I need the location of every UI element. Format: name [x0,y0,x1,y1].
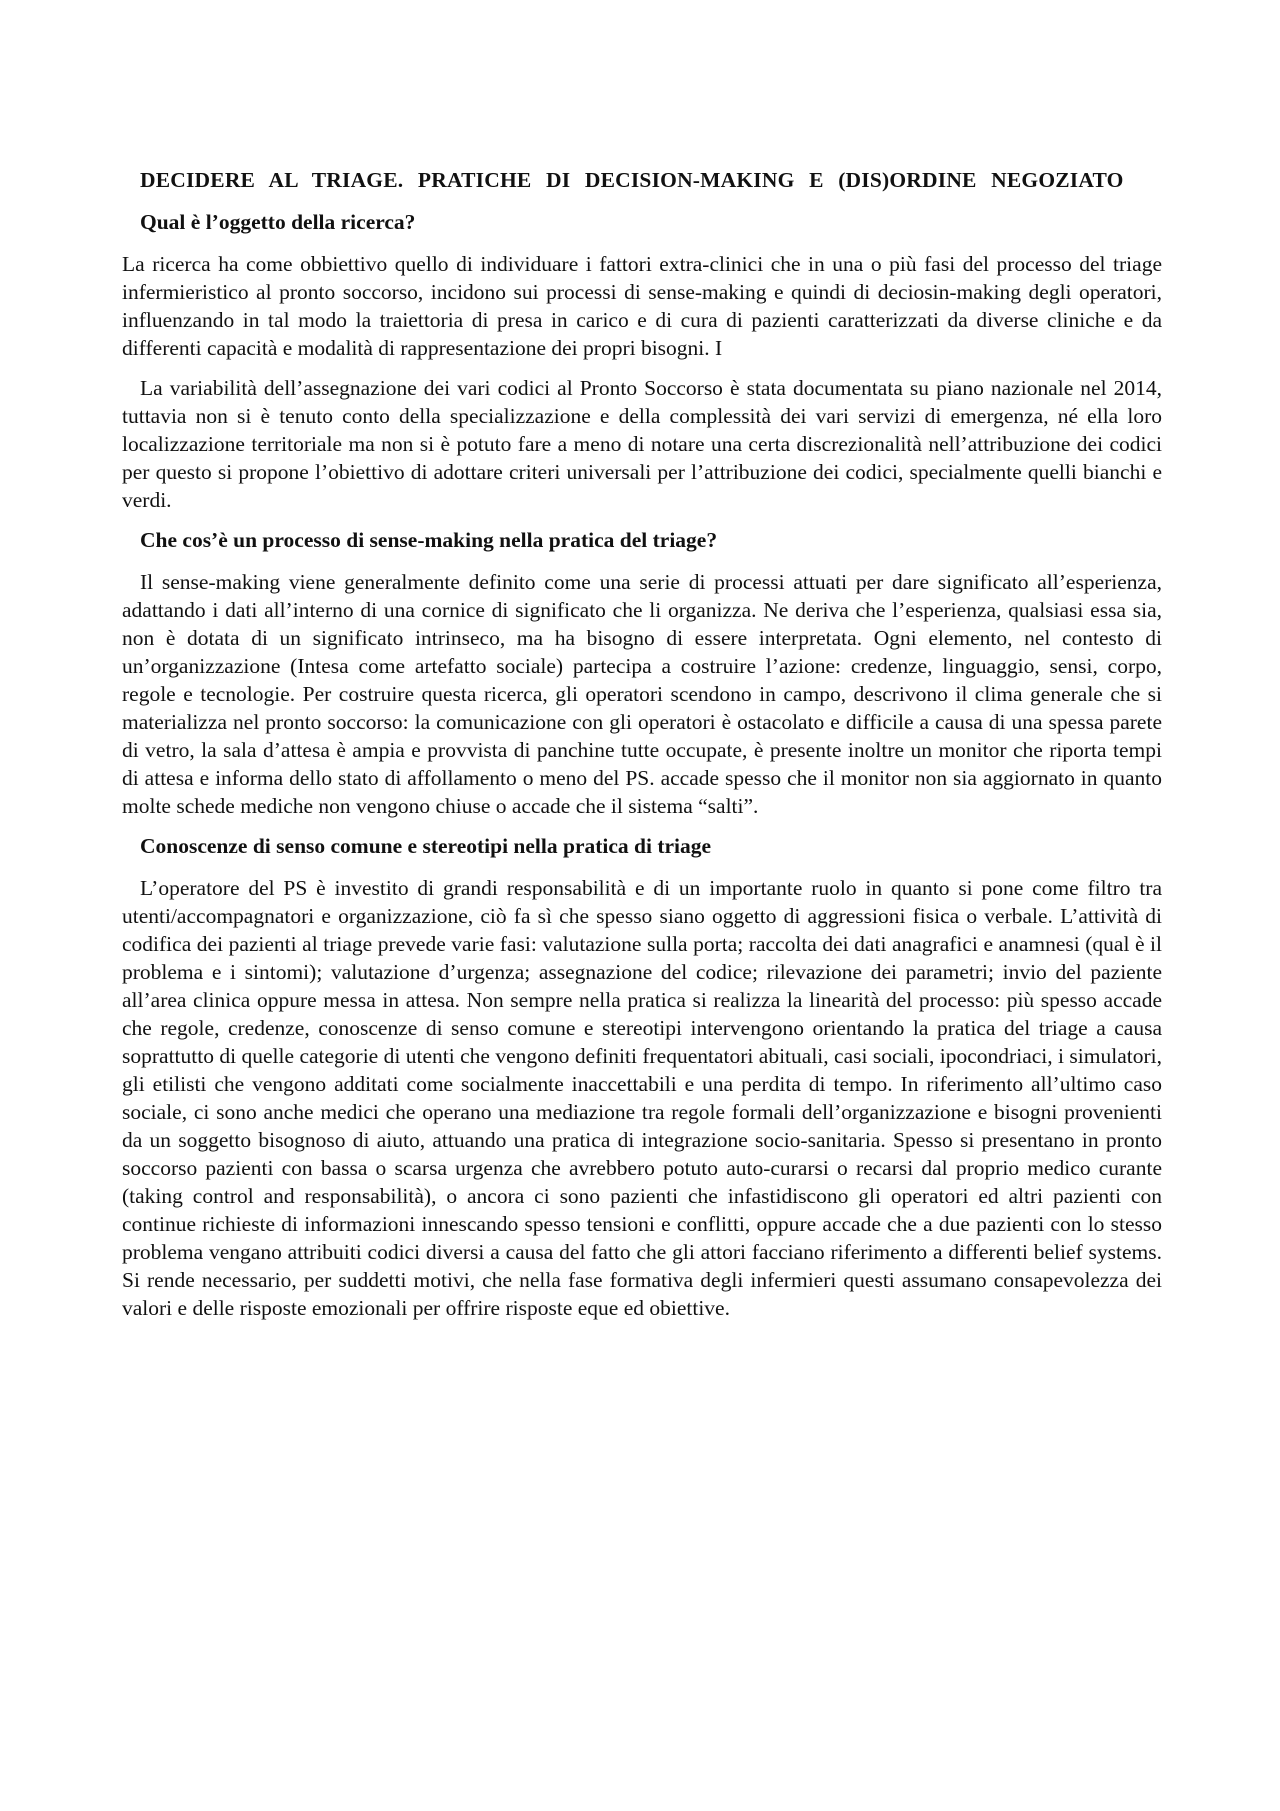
section-2-paragraph-1: Il sense-making viene generalmente definito come una serie di processi attuati per dare significato all’esperienza, adattando i dati all’interno di una cornice di significato che li organizza. Ne deriva che l’esperienza, qualsiasi essa sia, non è dotata di un significato intrinseco, ma ha bisogno di essere interpretata. Ogni elemento, nel contesto di un’organizzazione (Intesa come artefatto sociale) partecipa a costruire l’azione: credenze, linguaggio, sensi, corpo, regole e tecnologie. Per costruire questa ricerca, gli operatori scendono in campo, descrivono il clima generale che si materializza nel pronto soccorso: la comunicazione con gli operatori è ostacolato e difficile a causa di una spessa parete di vetro, la sala d’attesa è ampia e provvista di panchine tutte occupate, è presente inoltre un monitor che riporta tempi di attesa e informa dello stato di affollamento o meno del PS. accade spesso che il monitor non sia aggiornato in quanto molte schede mediche non vengono chiuse o accade che il sistema “salti”. [122,570,1162,818]
section-heading-2: Che cos’è un processo di sense-making nella pratica del triage? [140,528,718,552]
document-page [122,166,1162,1334]
section-heading-3: Conoscenze di senso comune e stereotipi nella pratica di triage [140,834,712,858]
document-title: DECIDERE AL TRIAGE. PRATICHE DI DECISION-MAKING E (DIS)ORDINE NEGOZIATO [140,168,1124,192]
section-heading-1: Qual è l’oggetto della ricerca? [140,210,416,234]
section-1-paragraph-1: La ricerca ha come obbiettivo quello di individuare i fattori extra-clinici che in una o più fasi del processo del triage infermieristico al pronto soccorso, incidono sui processi di sense-making e quindi di deciosin-making degli operatori, influenzando in tal modo la traiettoria di presa in carico e di cura di pazienti caratterizzati da diverse cliniche e da differenti capacità e modalità di rappresentazione dei propri bisogni. I [122,252,1162,360]
section-1-paragraph-2: La variabilità dell’assegnazione dei vari codici al Pronto Soccorso è stata documentata su piano nazionale nel 2014, tuttavia non si è tenuto conto della specializzazione e della complessità dei vari servizi di emergenza, né ella loro localizzazione territoriale ma non si è potuto fare a meno di notare una certa discrezionalità nell’attribuzione dei codici per questo si propone l’obiettivo di adottare criteri universali per l’attribuzione dei codici, specialmente quelli bianchi e verdi. [122,376,1162,512]
section-3-paragraph-1: L’operatore del PS è investito di grandi responsabilità e di un importante ruolo in quanto si pone come filtro tra utenti/accompagnatori e organizzazione, ciò fa sì che spesso siano oggetto di aggressioni fisica o verbale. L’attività di codifica dei pazienti al triage prevede varie fasi: valutazione sulla porta; raccolta dei dati anagrafici e anamnesi (qual è il problema e i sintomi); valutazione d’urgenza; assegnazione del codice; rilevazione dei parametri; invio del paziente all’area clinica oppure messa in attesa. Non sempre nella pratica si realizza la linearità del processo: più spesso accade che regole, credenze, conoscenze di senso comune e stereotipi intervengono orientando la pratica del triage a causa soprattutto di quelle categorie di utenti che vengono definiti frequentatori abituali, casi sociali, ipocondriaci, i simulatori, gli etilisti che vengono additati come socialmente inaccettabili e una perdita di tempo. In riferimento all’ultimo caso sociale, ci sono anche medici che operano una mediazione tra regole formali dell’organizzazione e bisogni provenienti da un soggetto bisognoso di aiuto, attuando una pratica di integrazione socio-sanitaria. Spesso si presentano in pronto soccorso pazienti con bassa o scarsa urgenza che avrebbero potuto auto-curarsi o recarsi dal proprio medico curante (taking control and responsabilità), o ancora ci sono pazienti che infastidiscono gli operatori ed altri pazienti con continue richieste di informazioni innescando spesso tensioni e conflitti, oppure accade che a due pazienti con lo stesso problema vengano attribuiti codici diversi a causa del fatto che gli attori facciano riferimento a differenti belief systems. Si rende necessario, per suddetti motivi, che nella fase formativa degli infermieri questi assumano consapevolezza dei valori e delle risposte emozionali per offrire risposte eque ed obiettive. [122,876,1162,1320]
